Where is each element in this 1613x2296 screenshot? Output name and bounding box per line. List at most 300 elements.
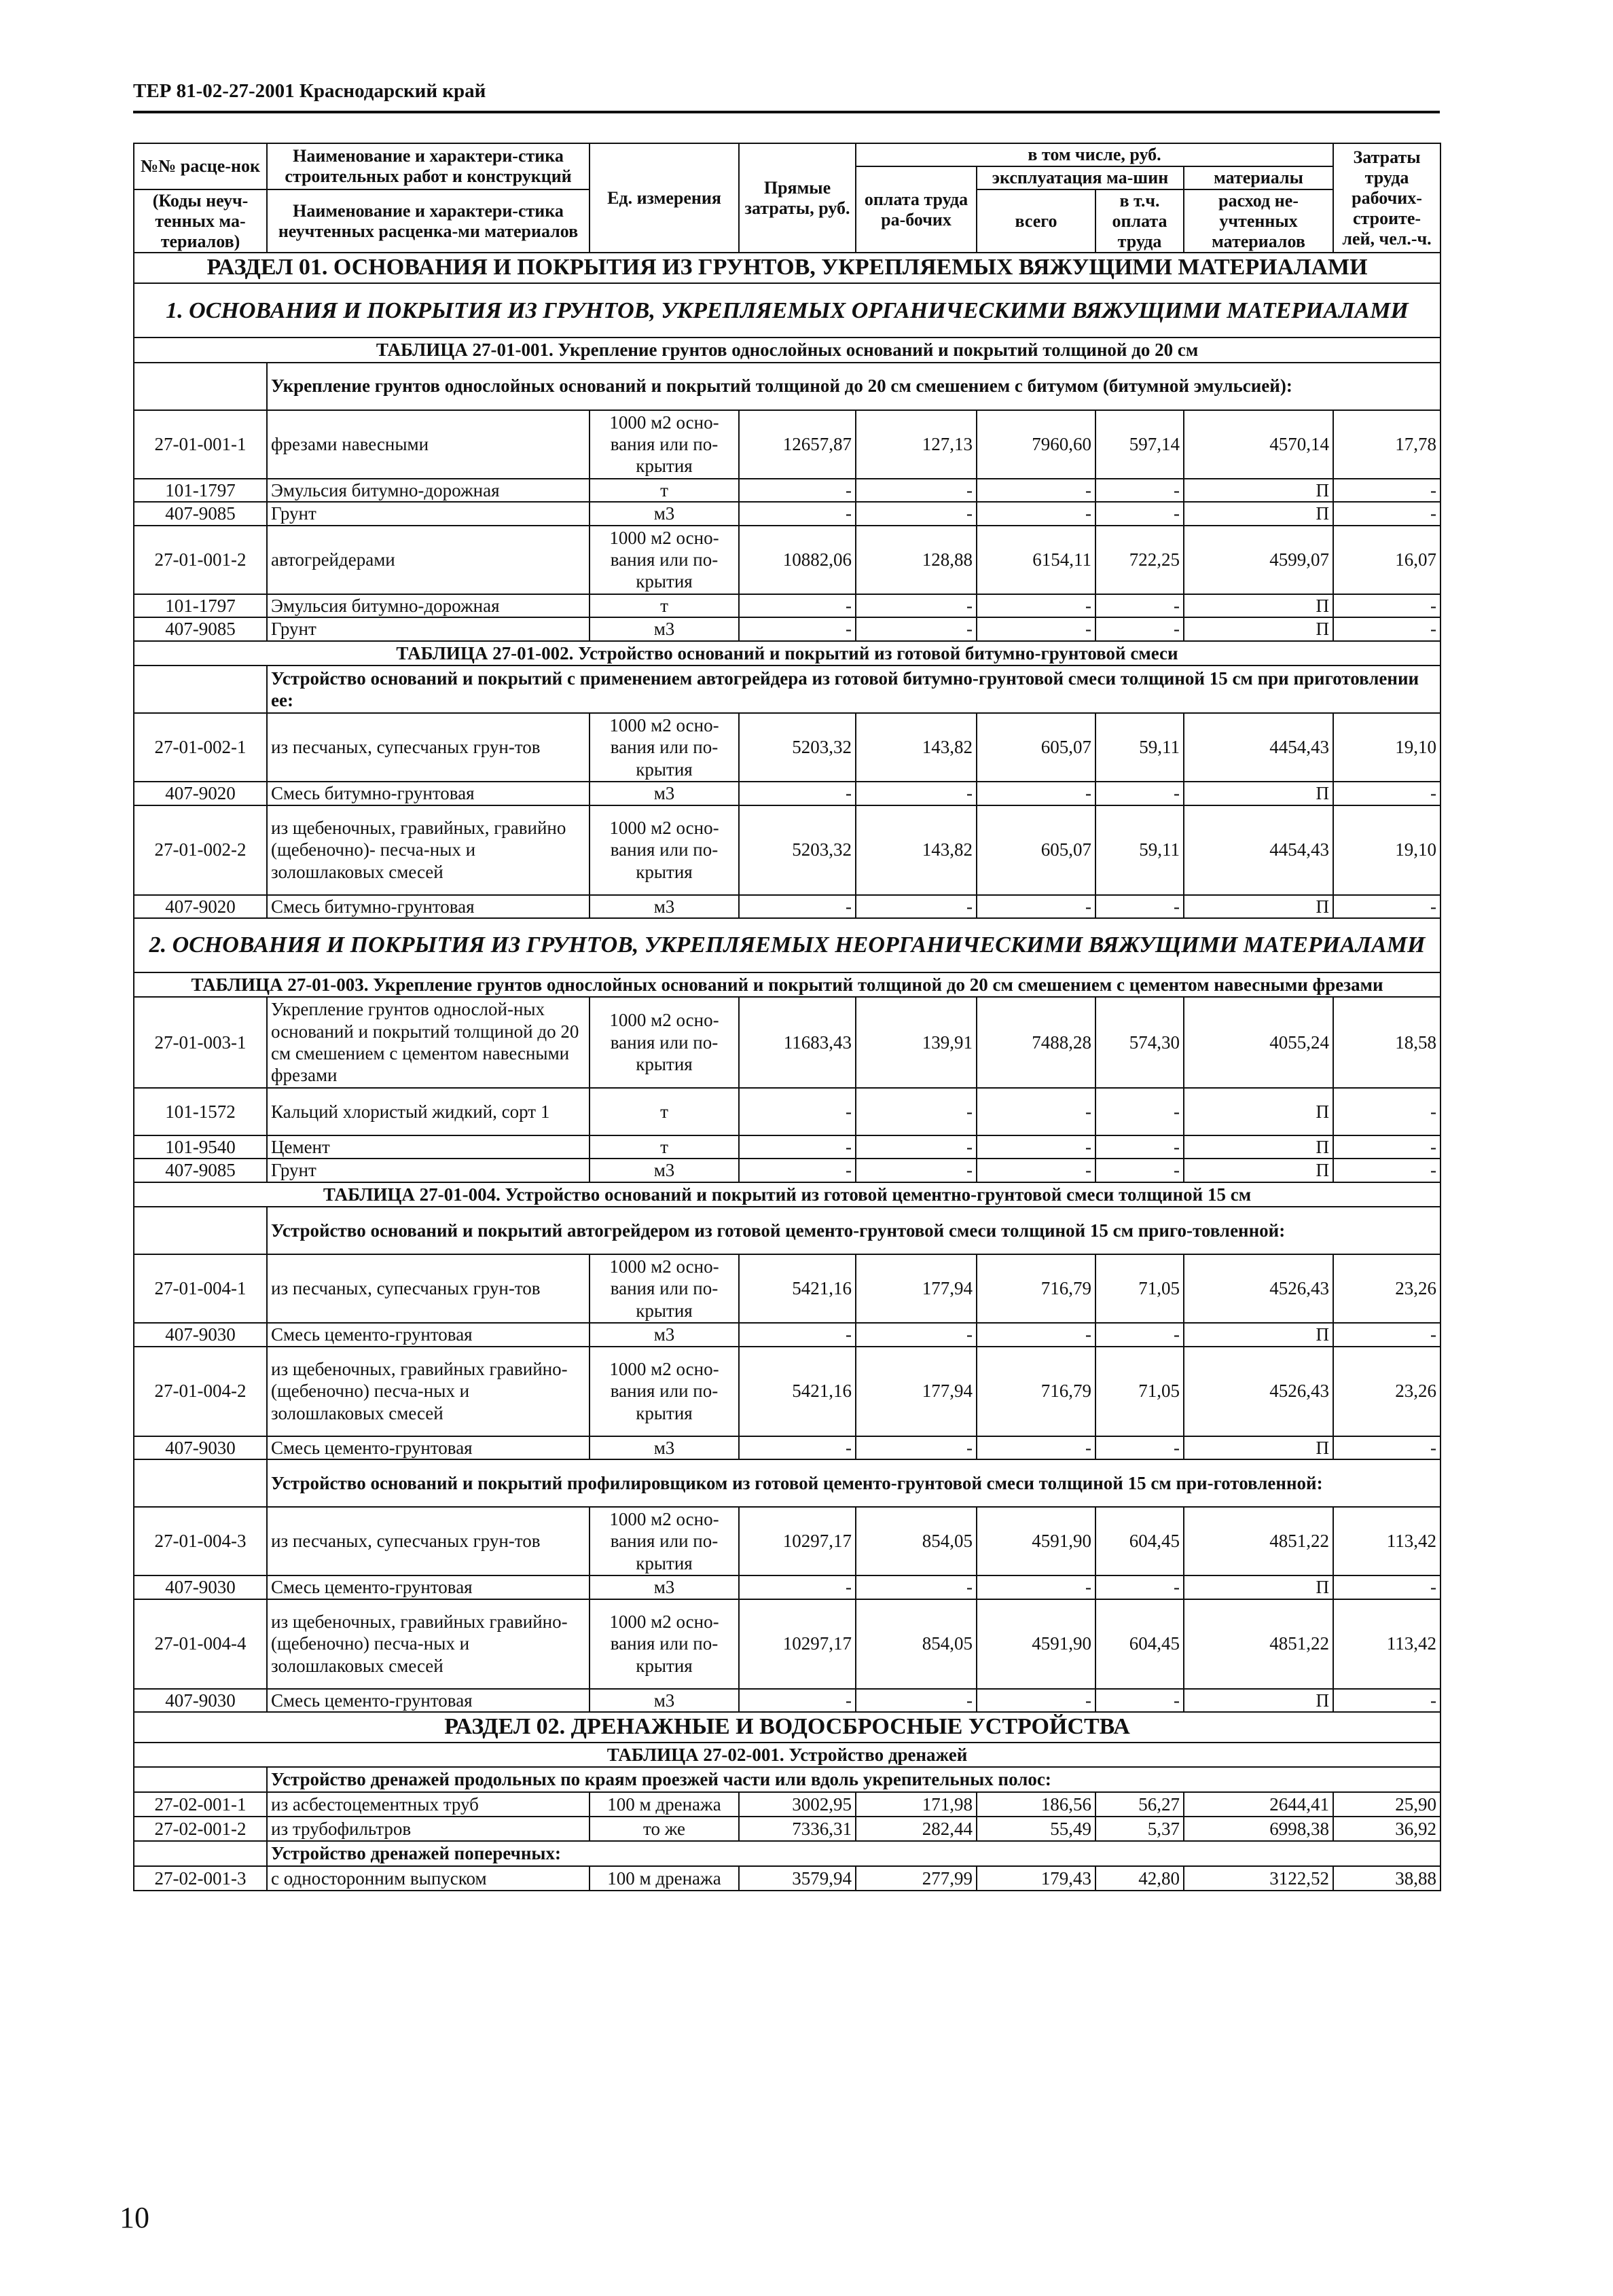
labor-pay: -: [856, 782, 977, 805]
direct-costs: 12657,87: [739, 410, 856, 479]
labor-hours: 17,78: [1333, 410, 1440, 479]
rate-code: 27-01-001-1: [134, 410, 267, 479]
materials-cost: 6998,38: [1184, 1817, 1333, 1841]
machines-labor: 59,11: [1095, 713, 1184, 782]
table-row: [134, 805, 1440, 895]
table-row: [134, 641, 1440, 666]
machines-total: -: [977, 502, 1095, 525]
direct-costs: -: [739, 1689, 856, 1712]
unit-of-measure: 1000 м2 осно-вания или по-крытия: [590, 1254, 739, 1323]
machines-labor: 604,45: [1095, 1507, 1184, 1575]
unit-of-measure: 1000 м2 осно-вания или по-крытия: [590, 997, 739, 1088]
direct-costs: 5203,32: [739, 805, 856, 895]
work-name: Грунт: [267, 502, 590, 525]
col-labor-hours: Затраты труда рабочих-строите-лей, чел.-ч.: [1333, 143, 1440, 253]
rate-code: 407-9020: [134, 895, 267, 918]
table-row: [134, 1207, 1440, 1254]
col-unit: Ед. измерения: [590, 143, 739, 253]
labor-pay: -: [856, 617, 977, 640]
direct-costs: 5421,16: [739, 1347, 856, 1436]
table-row: [134, 283, 1440, 338]
table-title: ТАБЛИЦА 27-01-003. Укрепление грунтов однослойных оснований и покрытий толщиной до 20 см смешением с цементом навесными фрезами: [134, 972, 1440, 997]
table-row: [134, 782, 1440, 805]
table-title: ТАБЛИЦА 27-01-002. Устройство оснований и покрытий из готовой битумно-грунтовой смеси: [134, 641, 1440, 666]
labor-hours: -: [1333, 617, 1440, 640]
table-title: ТАБЛИЦА 27-02-001. Устройство дренажей: [134, 1743, 1440, 1767]
unit-of-measure: м3: [590, 895, 739, 918]
machines-labor: -: [1095, 1323, 1184, 1346]
machines-total: -: [977, 1159, 1095, 1182]
labor-pay: -: [856, 502, 977, 525]
group-description: Устройство дренажей продольных по краям проезжей части или вдоль укрепительных полос:: [267, 1767, 1440, 1791]
unit-of-measure: 1000 м2 осно-вания или по-крытия: [590, 805, 739, 895]
col-name-top: Наименование и характери-стика строительных работ и конструкций: [267, 143, 590, 189]
machines-total: -: [977, 782, 1095, 805]
materials-cost: 4454,43: [1184, 805, 1333, 895]
rate-code: 407-9030: [134, 1575, 267, 1599]
table-row: [134, 410, 1440, 479]
table-title: ТАБЛИЦА 27-01-001. Укрепление грунтов однослойных оснований и покрытий толщиной до 20 см: [134, 338, 1440, 362]
rate-code: 101-1797: [134, 479, 267, 502]
table-row: [134, 1347, 1440, 1436]
machines-total: 55,49: [977, 1817, 1095, 1841]
labor-hours: -: [1333, 1159, 1440, 1182]
group-description: Устройство дренажей поперечных:: [267, 1841, 1440, 1865]
table-row: [134, 363, 1440, 410]
table-row: [134, 1507, 1440, 1575]
materials-cost: П: [1184, 1575, 1333, 1599]
materials-cost: П: [1184, 479, 1333, 502]
materials-cost: П: [1184, 1436, 1333, 1459]
table-row: [134, 918, 1440, 972]
materials-cost: П: [1184, 1689, 1333, 1712]
table-row: [134, 666, 1440, 713]
materials-cost: 4454,43: [1184, 713, 1333, 782]
labor-pay: -: [856, 1323, 977, 1346]
work-name: Укрепление грунтов однослой-ных оснований и покрытий толщиной до 20 см смешением с цементом навесными фрезами: [267, 997, 590, 1088]
work-name: Смесь битумно-грунтовая: [267, 782, 590, 805]
labor-hours: 16,07: [1333, 526, 1440, 594]
rate-code: 407-9085: [134, 617, 267, 640]
machines-total: 6154,11: [977, 526, 1095, 594]
machines-labor: -: [1095, 782, 1184, 805]
direct-costs: 3579,94: [739, 1866, 856, 1891]
machines-labor: 5,37: [1095, 1817, 1184, 1841]
labor-pay: 177,94: [856, 1347, 977, 1436]
col-machines: эксплуатация ма-шин: [977, 166, 1184, 189]
work-name: с односторонним выпуском: [267, 1866, 590, 1891]
machines-labor: -: [1095, 617, 1184, 640]
machines-total: -: [977, 1689, 1095, 1712]
col-machines-total: всего: [977, 189, 1095, 253]
labor-pay: 177,94: [856, 1254, 977, 1323]
table-header: [134, 143, 1440, 253]
section-heading: РАЗДЕЛ 02. ДРЕНАЖНЫЕ И ВОДОСБРОСНЫЕ УСТРОЙСТВА: [134, 1712, 1440, 1743]
machines-labor: -: [1095, 1088, 1184, 1135]
unit-of-measure: м3: [590, 782, 739, 805]
machines-total: 186,56: [977, 1792, 1095, 1817]
col-materials: материалы: [1184, 166, 1333, 189]
table-row: [134, 479, 1440, 502]
rate-code: 27-01-001-2: [134, 526, 267, 594]
labor-hours: 38,88: [1333, 1866, 1440, 1891]
table-row: [134, 1459, 1440, 1507]
col-code-top: №№ расце-нок: [134, 143, 267, 189]
table-row: [134, 1866, 1440, 1891]
work-name: Смесь цементо-грунтовая: [267, 1689, 590, 1712]
rate-code: 27-01-004-3: [134, 1507, 267, 1575]
table-row: [134, 895, 1440, 918]
table-row: [134, 1817, 1440, 1841]
labor-pay: -: [856, 1135, 977, 1159]
table-row: [134, 1575, 1440, 1599]
direct-costs: -: [739, 782, 856, 805]
machines-labor: -: [1095, 502, 1184, 525]
row-code-empty: [134, 1841, 267, 1865]
machines-total: -: [977, 479, 1095, 502]
table-row: [134, 1599, 1440, 1689]
table-title: ТАБЛИЦА 27-01-004. Устройство оснований и покрытий из готовой цементно-грунтовой смеси толщиной 15 см: [134, 1182, 1440, 1207]
price-table: [133, 143, 1441, 1891]
unit-of-measure: т: [590, 1088, 739, 1135]
table-row: [134, 617, 1440, 640]
labor-hours: -: [1333, 479, 1440, 502]
machines-total: -: [977, 594, 1095, 617]
materials-cost: П: [1184, 1323, 1333, 1346]
col-labor-pay: оплата труда ра-бочих: [856, 166, 977, 253]
work-name: Смесь битумно-грунтовая: [267, 895, 590, 918]
labor-pay: -: [856, 1689, 977, 1712]
work-name: из щебеночных, гравийных, гравийно (щебеночно)- песча-ных и золошлаковых смесей: [267, 805, 590, 895]
machines-total: -: [977, 1436, 1095, 1459]
materials-cost: 4851,22: [1184, 1599, 1333, 1689]
table-row: [134, 1088, 1440, 1135]
unit-of-measure: 1000 м2 осно-вания или по-крытия: [590, 1507, 739, 1575]
labor-hours: -: [1333, 1088, 1440, 1135]
labor-pay: 282,44: [856, 1817, 977, 1841]
materials-cost: П: [1184, 1135, 1333, 1159]
machines-labor: -: [1095, 1159, 1184, 1182]
materials-cost: П: [1184, 502, 1333, 525]
section-heading: РАЗДЕЛ 01. ОСНОВАНИЯ И ПОКРЫТИЯ ИЗ ГРУНТОВ, УКРЕПЛЯЕМЫХ ВЯЖУЩИМИ МАТЕРИАЛАМИ: [134, 253, 1440, 283]
materials-cost: 4055,24: [1184, 997, 1333, 1088]
unit-of-measure: т: [590, 479, 739, 502]
unit-of-measure: 1000 м2 осно-вания или по-крытия: [590, 713, 739, 782]
direct-costs: 10297,17: [739, 1599, 856, 1689]
machines-labor: 722,25: [1095, 526, 1184, 594]
labor-pay: -: [856, 1088, 977, 1135]
row-code-empty: [134, 1207, 267, 1254]
direct-costs: -: [739, 479, 856, 502]
machines-total: 716,79: [977, 1347, 1095, 1436]
direct-costs: -: [739, 1323, 856, 1346]
labor-hours: 23,26: [1333, 1254, 1440, 1323]
labor-hours: 113,42: [1333, 1507, 1440, 1575]
table-row: [134, 1254, 1440, 1323]
rate-code: 407-9030: [134, 1436, 267, 1459]
rate-code: 27-01-002-1: [134, 713, 267, 782]
direct-costs: -: [739, 594, 856, 617]
row-code-empty: [134, 363, 267, 410]
subsection-heading: 2. ОСНОВАНИЯ И ПОКРЫТИЯ ИЗ ГРУНТОВ, УКРЕПЛЯЕМЫХ НЕОРГАНИЧЕСКИМИ ВЯЖУЩИМИ МАТЕРИАЛАМИ: [134, 918, 1440, 972]
machines-total: -: [977, 617, 1095, 640]
rate-code: 27-01-002-2: [134, 805, 267, 895]
unit-of-measure: то же: [590, 1817, 739, 1841]
rate-code: 407-9030: [134, 1323, 267, 1346]
machines-total: -: [977, 1088, 1095, 1135]
machines-total: -: [977, 1135, 1095, 1159]
labor-pay: 171,98: [856, 1792, 977, 1817]
machines-labor: 574,30: [1095, 997, 1184, 1088]
labor-pay: -: [856, 1575, 977, 1599]
labor-hours: 19,10: [1333, 713, 1440, 782]
rate-code: 27-02-001-3: [134, 1866, 267, 1891]
group-description: Устройство оснований и покрытий профилировщиком из готовой цементо-грунтовой смеси толщиной 15 см при-готовленной:: [267, 1459, 1440, 1507]
table-row: [134, 502, 1440, 525]
labor-pay: 127,13: [856, 410, 977, 479]
machines-total: 716,79: [977, 1254, 1095, 1323]
machines-total: -: [977, 1575, 1095, 1599]
header-rule: [133, 111, 1440, 113]
rate-code: 27-01-003-1: [134, 997, 267, 1088]
rate-code: 407-9030: [134, 1689, 267, 1712]
machines-labor: 604,45: [1095, 1599, 1184, 1689]
table-row: [134, 1323, 1440, 1346]
machines-labor: -: [1095, 594, 1184, 617]
machines-labor: 56,27: [1095, 1792, 1184, 1817]
labor-pay: -: [856, 594, 977, 617]
work-name: Смесь цементо-грунтовая: [267, 1436, 590, 1459]
table-row: [134, 1159, 1440, 1182]
rate-code: 101-9540: [134, 1135, 267, 1159]
group-description: Укрепление грунтов однослойных оснований и покрытий толщиной до 20 см смешением с битумом (битумной эмульсией):: [267, 363, 1440, 410]
labor-hours: -: [1333, 782, 1440, 805]
machines-total: 605,07: [977, 713, 1095, 782]
col-code-bottom: (Коды неуч-тенных ма-териалов): [134, 189, 267, 253]
machines-total: 7488,28: [977, 997, 1095, 1088]
row-code-empty: [134, 666, 267, 713]
rate-code: 407-9085: [134, 502, 267, 525]
page-number: 10: [120, 2201, 149, 2234]
labor-hours: -: [1333, 1323, 1440, 1346]
labor-pay: -: [856, 1436, 977, 1459]
machines-total: 4591,90: [977, 1507, 1095, 1575]
materials-cost: 4526,43: [1184, 1254, 1333, 1323]
work-name: из песчаных, супесчаных грун-тов: [267, 1507, 590, 1575]
table-row: [134, 1743, 1440, 1767]
work-name: Кальций хлористый жидкий, сорт 1: [267, 1088, 590, 1135]
work-name: Цемент: [267, 1135, 590, 1159]
row-code-empty: [134, 1459, 267, 1507]
materials-cost: 4570,14: [1184, 410, 1333, 479]
machines-labor: -: [1095, 895, 1184, 918]
labor-hours: 19,10: [1333, 805, 1440, 895]
labor-hours: -: [1333, 1135, 1440, 1159]
unit-of-measure: м3: [590, 1689, 739, 1712]
labor-hours: -: [1333, 895, 1440, 918]
direct-costs: -: [739, 617, 856, 640]
table-row: [134, 1436, 1440, 1459]
labor-pay: 854,05: [856, 1507, 977, 1575]
labor-hours: -: [1333, 1436, 1440, 1459]
col-name-bottom: Наименование и характери-стика неучтенных расценка-ми материалов: [267, 189, 590, 253]
rate-code: 101-1797: [134, 594, 267, 617]
table-row: [134, 1792, 1440, 1817]
table-row: [134, 713, 1440, 782]
rate-code: 407-9085: [134, 1159, 267, 1182]
work-name: из песчаных, супесчаных грун-тов: [267, 1254, 590, 1323]
unit-of-measure: м3: [590, 502, 739, 525]
direct-costs: 10297,17: [739, 1507, 856, 1575]
direct-costs: 10882,06: [739, 526, 856, 594]
machines-labor: 42,80: [1095, 1866, 1184, 1891]
materials-cost: П: [1184, 1088, 1333, 1135]
unit-of-measure: т: [590, 594, 739, 617]
direct-costs: -: [739, 1575, 856, 1599]
labor-hours: 23,26: [1333, 1347, 1440, 1436]
machines-labor: 71,05: [1095, 1347, 1184, 1436]
rate-code: 27-01-004-4: [134, 1599, 267, 1689]
machines-labor: -: [1095, 1689, 1184, 1712]
direct-costs: -: [739, 895, 856, 918]
materials-cost: 4599,07: [1184, 526, 1333, 594]
work-name: Грунт: [267, 1159, 590, 1182]
labor-pay: -: [856, 479, 977, 502]
machines-labor: 597,14: [1095, 410, 1184, 479]
work-name: из щебеночных, гравийных гравийно- (щебеночно) песча-ных и золошлаковых смесей: [267, 1599, 590, 1689]
work-name: Грунт: [267, 617, 590, 640]
direct-costs: 7336,31: [739, 1817, 856, 1841]
unit-of-measure: м3: [590, 1436, 739, 1459]
rate-code: 407-9020: [134, 782, 267, 805]
work-name: из щебеночных, гравийных гравийно- (щебеночно) песча-ных и золошлаковых смесей: [267, 1347, 590, 1436]
labor-hours: 36,92: [1333, 1817, 1440, 1841]
rate-code: 101-1572: [134, 1088, 267, 1135]
machines-labor: -: [1095, 1575, 1184, 1599]
table-row: [134, 997, 1440, 1088]
table-row: [134, 253, 1440, 283]
work-name: из песчаных, супесчаных грун-тов: [267, 713, 590, 782]
machines-labor: 59,11: [1095, 805, 1184, 895]
labor-hours: -: [1333, 594, 1440, 617]
group-description: Устройство оснований и покрытий с применением автогрейдера из готовой битумно-грунтовой смеси толщиной 15 см при приготовлении ее:: [267, 666, 1440, 713]
unit-of-measure: 1000 м2 осно-вания или по-крытия: [590, 526, 739, 594]
unit-of-measure: 100 м дренажа: [590, 1866, 739, 1891]
rate-code: 27-01-004-1: [134, 1254, 267, 1323]
labor-pay: -: [856, 1159, 977, 1182]
col-machines-labor: в т.ч. оплата труда: [1095, 189, 1184, 253]
unit-of-measure: 100 м дренажа: [590, 1792, 739, 1817]
machines-total: 4591,90: [977, 1599, 1095, 1689]
machines-labor: -: [1095, 479, 1184, 502]
labor-hours: 113,42: [1333, 1599, 1440, 1689]
unit-of-measure: м3: [590, 1575, 739, 1599]
materials-cost: 2644,41: [1184, 1792, 1333, 1817]
table-row: [134, 1767, 1440, 1791]
table-row: [134, 972, 1440, 997]
table-row: [134, 1182, 1440, 1207]
unit-of-measure: м3: [590, 617, 739, 640]
work-name: Эмульсия битумно-дорожная: [267, 479, 590, 502]
unit-of-measure: т: [590, 1135, 739, 1159]
labor-pay: 139,91: [856, 997, 977, 1088]
direct-costs: -: [739, 1135, 856, 1159]
labor-pay: 277,99: [856, 1866, 977, 1891]
unit-of-measure: 1000 м2 осно-вания или по-крытия: [590, 1599, 739, 1689]
unit-of-measure: 1000 м2 осно-вания или по-крытия: [590, 1347, 739, 1436]
rate-code: 27-02-001-1: [134, 1792, 267, 1817]
direct-costs: -: [739, 1436, 856, 1459]
document-header: ТЕР 81-02-27-2001 Краснодарский край: [133, 80, 486, 102]
work-name: Эмульсия битумно-дорожная: [267, 594, 590, 617]
table-row: [134, 1841, 1440, 1865]
unit-of-measure: 1000 м2 осно-вания или по-крытия: [590, 410, 739, 479]
work-name: фрезами навесными: [267, 410, 590, 479]
labor-pay: 143,82: [856, 805, 977, 895]
table-row: [134, 526, 1440, 594]
materials-cost: 4851,22: [1184, 1507, 1333, 1575]
direct-costs: 11683,43: [739, 997, 856, 1088]
direct-costs: -: [739, 1088, 856, 1135]
work-name: Смесь цементо-грунтовая: [267, 1323, 590, 1346]
labor-hours: -: [1333, 502, 1440, 525]
materials-cost: П: [1184, 617, 1333, 640]
table-row: [134, 1712, 1440, 1743]
work-name: из асбестоцементных труб: [267, 1792, 590, 1817]
labor-hours: -: [1333, 1689, 1440, 1712]
table-row: [134, 338, 1440, 362]
rate-code: 27-02-001-2: [134, 1817, 267, 1841]
machines-labor: 71,05: [1095, 1254, 1184, 1323]
table-row: [134, 1689, 1440, 1712]
table-row: [134, 1135, 1440, 1159]
unit-of-measure: м3: [590, 1159, 739, 1182]
materials-cost: П: [1184, 895, 1333, 918]
materials-cost: П: [1184, 782, 1333, 805]
work-name: автогрейдерами: [267, 526, 590, 594]
work-name: из трубофильтров: [267, 1817, 590, 1841]
table-body: [134, 253, 1440, 1891]
labor-hours: -: [1333, 1575, 1440, 1599]
materials-cost: 4526,43: [1184, 1347, 1333, 1436]
machines-total: -: [977, 1323, 1095, 1346]
col-incl: в том числе, руб.: [856, 143, 1333, 166]
table-row: [134, 594, 1440, 617]
direct-costs: 5421,16: [739, 1254, 856, 1323]
direct-costs: 5203,32: [739, 713, 856, 782]
machines-total: 7960,60: [977, 410, 1095, 479]
materials-cost: П: [1184, 1159, 1333, 1182]
direct-costs: -: [739, 502, 856, 525]
unit-of-measure: м3: [590, 1323, 739, 1346]
col-direct: Прямые затраты, руб.: [739, 143, 856, 253]
machines-labor: -: [1095, 1436, 1184, 1459]
labor-pay: 143,82: [856, 713, 977, 782]
machines-labor: -: [1095, 1135, 1184, 1159]
materials-cost: 3122,52: [1184, 1866, 1333, 1891]
machines-total: 179,43: [977, 1866, 1095, 1891]
direct-costs: -: [739, 1159, 856, 1182]
row-code-empty: [134, 1767, 267, 1791]
machines-total: 605,07: [977, 805, 1095, 895]
col-materials-sub: расход не-учтенных материалов: [1184, 189, 1333, 253]
labor-pay: 854,05: [856, 1599, 977, 1689]
labor-pay: -: [856, 895, 977, 918]
direct-costs: 3002,95: [739, 1792, 856, 1817]
labor-pay: 128,88: [856, 526, 977, 594]
subsection-heading: 1. ОСНОВАНИЯ И ПОКРЫТИЯ ИЗ ГРУНТОВ, УКРЕПЛЯЕМЫХ ОРГАНИЧЕСКИМИ ВЯЖУЩИМИ МАТЕРИАЛАМИ: [134, 283, 1440, 338]
materials-cost: П: [1184, 594, 1333, 617]
